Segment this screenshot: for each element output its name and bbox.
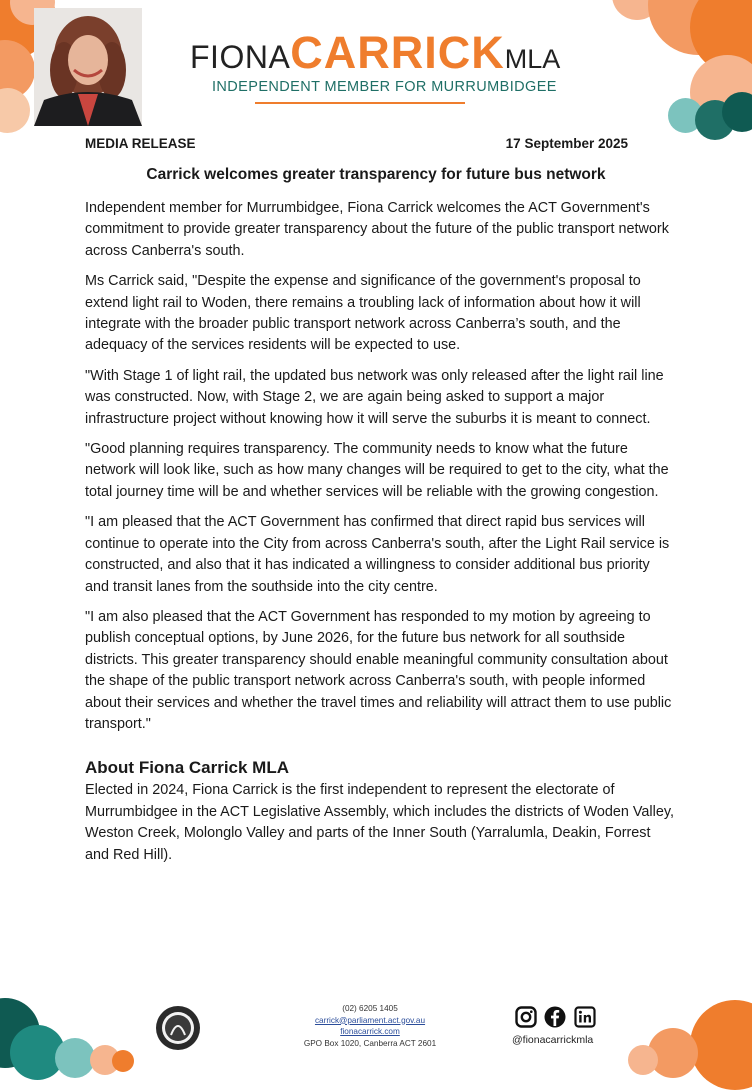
brand-name <box>190 27 570 78</box>
instagram-icon[interactable] <box>515 1006 537 1028</box>
paragraph: Ms Carrick said, "Despite the expense and significance of the government's proposal to extend light rail to Woden, there remains a troubling lack of information about how it will integrate with the broader public transport network across Canberra’s south, and the adequacy of the services residents will be expected to use. <box>85 273 641 354</box>
about-title: About Fiona Carrick MLA <box>85 758 290 778</box>
release-date: 17 September 2025 <box>505 136 628 151</box>
paragraph: Independent member for Murrumbidgee, Fiona Carrick welcomes the ACT Government's commitment to provide greater transparency about the future of the public transport network across Canberra's south. <box>85 200 669 259</box>
footer-email-link[interactable]: carrick@parliament.act.gov.au <box>314 1015 426 1025</box>
brand-underline <box>255 102 465 104</box>
paragraph: "Good planning requires transparency. The community needs to know what the future network will look like, such as how many changes will be required to get to the city, what the total journey time will be and whether services will be reliable with the growing congestion. <box>85 441 669 500</box>
media-release-label: MEDIA RELEASE <box>85 136 196 151</box>
linkedin-icon[interactable] <box>574 1006 596 1028</box>
footer-website-link[interactable]: fionacarrick.com <box>340 1027 400 1036</box>
facebook-icon[interactable] <box>544 1006 566 1028</box>
headline: Carrick welcomes greater transparency for future bus network <box>146 166 606 183</box>
brand-tagline: INDEPENDENT MEMBER FOR MURRUMBIDGEE <box>212 79 557 95</box>
about-text: Elected in 2024, Fiona Carrick is the first independent to represent the electorate of Murrumbidgee in the ACT Legislative Assembly, which includes the districts of Woden Valley, Weston Creek, Molonglo Valley and parts of the Inner South (Yarralumla, Deakin, Forrest and Red Hill). <box>85 782 674 863</box>
portrait-photo <box>34 8 142 126</box>
brand-suffix: MLA <box>504 44 561 74</box>
brand-first-name: FIONA <box>190 39 291 75</box>
assembly-seal-icon <box>155 1005 201 1051</box>
footer-address: GPO Box 1020, Canberra ACT 2601 <box>303 1038 437 1048</box>
paragraph: "I am also pleased that the ACT Government has responded to my motion by agreeing to publish conceptual options, by June 2026, for the future bus network for all southside districts. This greater transparency should enable meaningful community consultation about the shape of the public transport network across Canberra's south, with people informed about their services and whether the travel times and reliability will attract them to use public transport." <box>85 608 672 732</box>
footer-contact <box>290 1003 450 1049</box>
release-body <box>85 198 675 875</box>
footer-phone: (02) 6205 1405 <box>342 1004 398 1013</box>
social-icons <box>515 1006 599 1028</box>
brand-last-name: CARRICK <box>290 27 505 78</box>
social-handle: @fionacarrickmla <box>512 1034 594 1046</box>
paragraph: "I am pleased that the ACT Government has confirmed that direct rapid bus services will continue to operate into the City from across Canberra's south, after the Light Rail service is constructed, and also that it has indicated a willingness to consider additional bus priority and transit lanes from the southside into the city centre. <box>85 514 670 595</box>
paragraph: "With Stage 1 of light rail, the updated bus network was only released after the light rail line was constructed. Now, with Stage 2, we are again being asked to support a major infrastructure project without knowing how it will serve the suburbs it is meant to connect. <box>85 367 664 427</box>
